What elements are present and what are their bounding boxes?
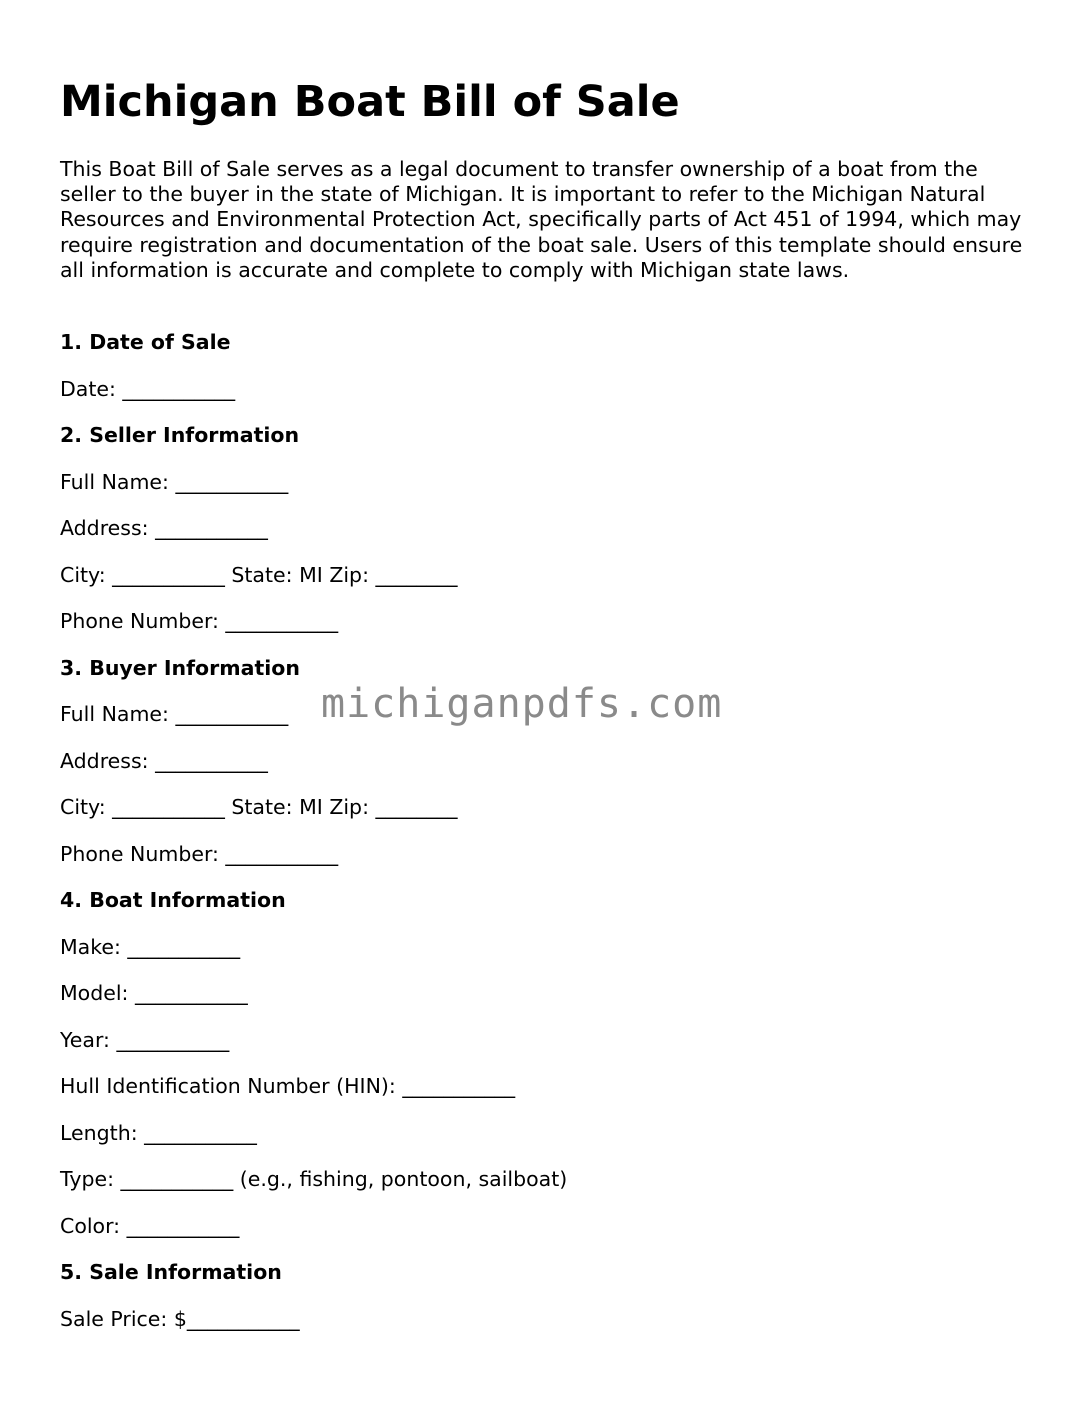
field-buyer-city-state-zip: City: ___________ State: MI Zip: ________ bbox=[60, 795, 458, 819]
field-seller-address: Address: ___________ bbox=[60, 516, 268, 540]
field-boat-length: Length: ___________ bbox=[60, 1121, 257, 1145]
field-boat-hin: Hull Identification Number (HIN): ___________ bbox=[60, 1074, 516, 1098]
field-boat-make: Make: ___________ bbox=[60, 935, 241, 959]
section-heading-date-of-sale: 1. Date of Sale bbox=[60, 330, 231, 354]
section-heading-boat: 4. Boat Information bbox=[60, 888, 286, 912]
field-seller-full-name: Full Name: ___________ bbox=[60, 470, 289, 494]
section-heading-seller: 2. Seller Information bbox=[60, 423, 300, 447]
section-heading-buyer: 3. Buyer Information bbox=[60, 656, 300, 680]
field-boat-model: Model: ___________ bbox=[60, 981, 248, 1005]
field-buyer-address: Address: ___________ bbox=[60, 749, 268, 773]
watermark-text: michiganpdfs.com bbox=[321, 681, 723, 727]
field-buyer-full-name: Full Name: ___________ bbox=[60, 702, 289, 726]
field-seller-city-state-zip: City: ___________ State: MI Zip: ________ bbox=[60, 563, 458, 587]
field-boat-color: Color: ___________ bbox=[60, 1214, 240, 1238]
section-heading-sale: 5. Sale Information bbox=[60, 1260, 282, 1284]
document-title: Michigan Boat Bill of Sale bbox=[60, 77, 680, 127]
field-sale-date: Date: ___________ bbox=[60, 377, 236, 401]
field-boat-type: Type: ___________ (e.g., fishing, pontoon, sailboat) bbox=[60, 1167, 568, 1191]
field-sale-price: Sale Price: $___________ bbox=[60, 1307, 300, 1331]
field-seller-phone: Phone Number: ___________ bbox=[60, 609, 339, 633]
field-boat-year: Year: ___________ bbox=[60, 1028, 230, 1052]
intro-paragraph: This Boat Bill of Sale serves as a legal document to transfer ownership of a boat from the seller to the buyer in the state of Michigan. It is important to refer to the Michigan Natural Resources and Environmental Protection Act, specifically parts of Act 451 of 1994, which may require registration and documentation of the boat sale. Users of this template should ensure all information is accurate and complete to comply with Michigan state laws. bbox=[60, 157, 1023, 282]
field-buyer-phone: Phone Number: ___________ bbox=[60, 842, 339, 866]
